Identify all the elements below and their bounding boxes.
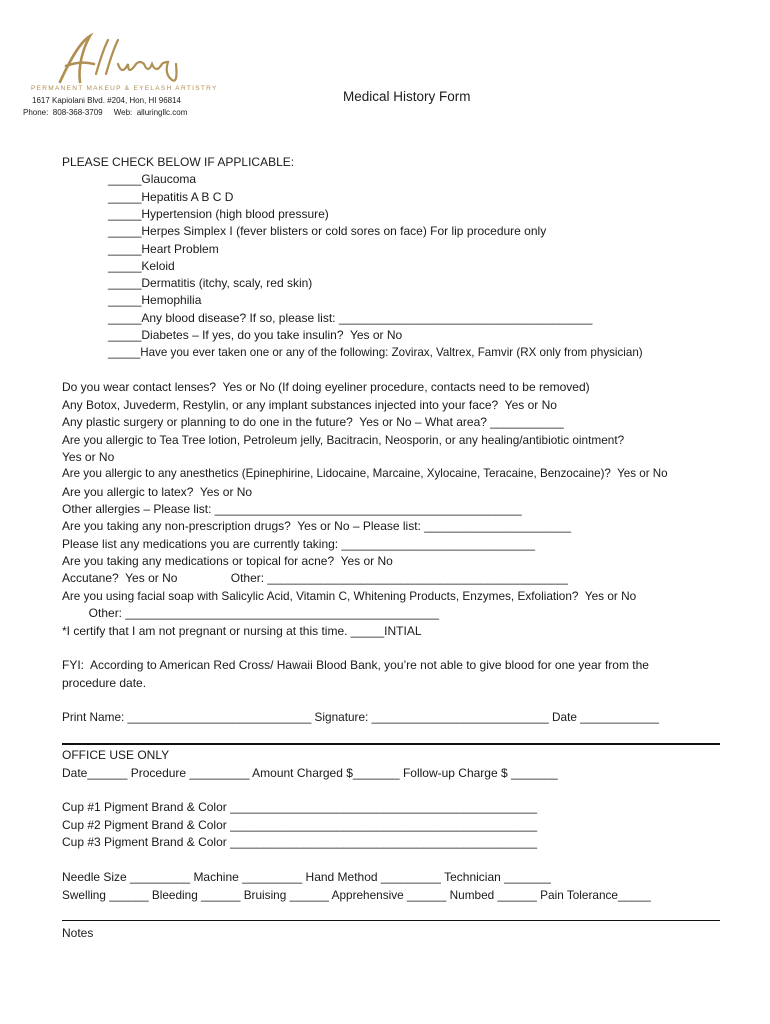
checklist-item-glaucoma[interactable]: _____Glaucoma [108,172,197,186]
logo-tagline: PERMANENT MAKEUP & EYELASH ARTISTRY [31,85,218,92]
question-allergic-ointment[interactable]: Are you allergic to Tea Tree lotion, Petroleum jelly, Bacitracin, Neosporin, or any healing/antibiotic ointment? [62,433,625,447]
checklist-item-blood-disease[interactable]: _____Any blood disease? If so, please list: ______________________________________ [108,311,593,325]
fyi-line-1: FYI: According to American Red Cross/ Hawaii Blood Bank, you’re not able to give blood for one year from the [62,658,649,672]
checklist-item-hepatitis[interactable]: _____Hepatitis A B C D [108,190,234,204]
notes-label: Notes [62,926,94,940]
cup-3-pigment[interactable]: Cup #3 Pigment Brand & Color ______________________________________________ [62,835,538,849]
checklist-heading: PLEASE CHECK BELOW IF APPLICABLE: [62,155,295,169]
office-divider [62,743,720,745]
office-procedure-line[interactable]: Date______ Procedure _________ Amount Charged $_______ Follow-up Charge $ _______ [62,766,558,780]
needle-machine-line[interactable]: Needle Size _________ Machine _________ Hand Method _________ Technician _______ [62,870,551,884]
question-non-prescription[interactable]: Are you taking any non-prescription drugs? Yes or No – Please list: ______________________ [62,519,572,533]
signature-line[interactable]: Print Name: ____________________________ Signature: ___________________________ Date ____________ [62,710,659,724]
question-facial-soap[interactable]: Are you using facial soap with Salicylic Acid, Vitamin C, Whitening Products, Enzymes, Exfoliation? Yes or No [62,589,637,603]
company-contact: Phone: 808-368-3709 Web: alluringllc.com [23,108,188,117]
alluring-logo [52,30,192,90]
question-allergic-ointment-answer[interactable]: Yes or No [62,450,115,464]
question-facial-soap-other[interactable]: Other: _______________________________________________ [62,606,440,620]
checklist-item-diabetes[interactable]: _____Diabetes – If yes, do you take insulin? Yes or No [108,328,403,342]
question-botox[interactable]: Any Botox, Juvederm, Restylin, or any implant substances injected into your face? Yes or No [62,398,557,412]
question-accutane[interactable]: Accutane? Yes or No Other: _____________________________________________ [62,571,568,585]
fyi-line-2: procedure date. [62,676,147,690]
checklist-item-herpes[interactable]: _____Herpes Simplex I (fever blisters or cold sores on face) For lip procedure only [108,224,547,238]
checklist-item-antivirals[interactable]: _____Have you ever taken one or any of the following: Zovirax, Valtrex, Famvir (RX only from physician) [108,346,643,359]
pregnancy-certification[interactable]: *I certify that I am not pregnant or nursing at this time. _____INTIAL [62,624,422,638]
company-address: 1617 Kapiolani Blvd. #204, Hon, HI 96814 [32,96,181,105]
checklist-item-heart-problem[interactable]: _____Heart Problem [108,242,219,256]
question-other-allergies[interactable]: Other allergies – Please list: ______________________________________________ [62,502,522,516]
notes-divider [62,920,720,921]
checklist-item-keloid[interactable]: _____Keloid [108,259,175,273]
question-allergic-anesthetics[interactable]: Are you allergic to any anesthetics (Epinephirine, Lidocaine, Marcaine, Xylocaine, Teracaine, Benzocaine)? Yes or No [62,467,668,480]
checklist-item-hemophilia[interactable]: _____Hemophilia [108,293,202,307]
cup-1-pigment[interactable]: Cup #1 Pigment Brand & Color ______________________________________________ [62,800,538,814]
question-acne-medication[interactable]: Are you taking any medications or topical for acne? Yes or No [62,554,393,568]
reaction-line[interactable]: Swelling ______ Bleeding ______ Bruising ______ Apprehensive ______ Numbed ______ Pain Tolerance_____ [62,888,651,902]
question-contact-lenses[interactable]: Do you wear contact lenses? Yes or No (If doing eyeliner procedure, contacts need to be removed) [62,380,590,394]
office-heading: OFFICE USE ONLY [62,748,170,762]
question-allergic-latex[interactable]: Are you allergic to latex? Yes or No [62,485,253,499]
form-title: Medical History Form [343,89,471,104]
cup-2-pigment[interactable]: Cup #2 Pigment Brand & Color ______________________________________________ [62,818,538,832]
checklist-item-dermatitis[interactable]: _____Dermatitis (itchy, scaly, red skin) [108,276,313,290]
checklist-item-hypertension[interactable]: _____Hypertension (high blood pressure) [108,207,329,221]
question-plastic-surgery[interactable]: Any plastic surgery or planning to do one in the future? Yes or No – What area? ___________ [62,415,564,429]
question-medications[interactable]: Please list any medications you are currently taking: _____________________________ [62,537,536,551]
